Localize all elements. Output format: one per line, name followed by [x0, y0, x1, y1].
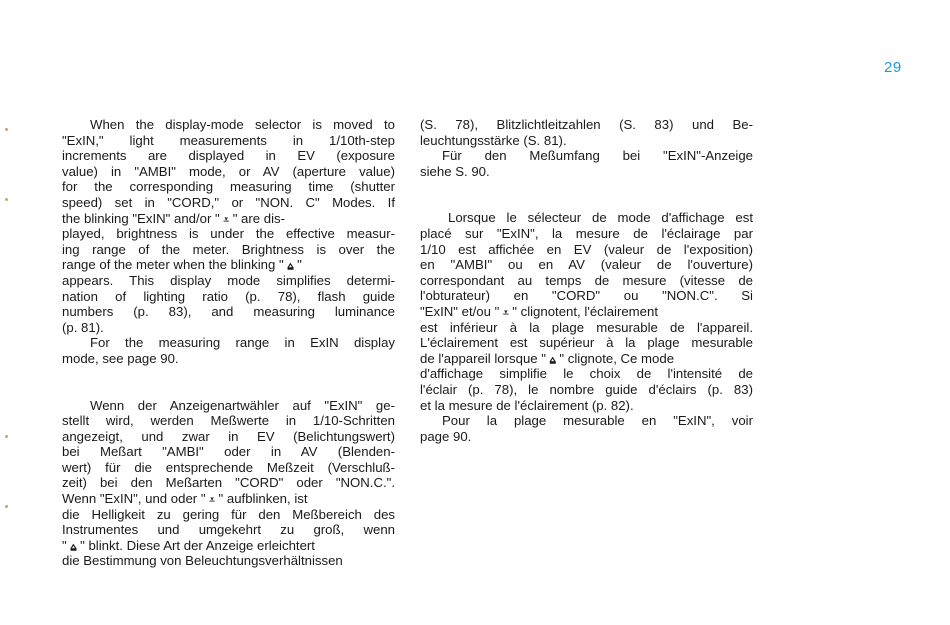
german-paragraph-2 — [420, 148, 753, 179]
text-line: bei Meßart "AMBI" oder in AV (Blenden- — [62, 444, 395, 460]
text-line: L'éclairement est supérieur à la plage mesurable — [420, 335, 753, 351]
german-continuation — [420, 117, 753, 148]
text-line: Für den Meßumfang bei "ExIN"-Anzeige — [442, 148, 753, 164]
text-fragment: " are dis- — [229, 210, 286, 226]
text-line: leuchtungsstärke (S. 81). — [420, 132, 567, 148]
english-paragraph-2 — [62, 335, 395, 366]
text-line: angezeigt, und zwar in EV (Belichtungswert) — [62, 428, 395, 444]
under-range-arrow-icon: ⩡ — [223, 214, 230, 226]
text-line: die Helligkeit zu gering für den Meßbereich des — [62, 506, 395, 522]
text-line: For the measuring range in ExIN display — [90, 335, 395, 351]
text-line: nation of lighting ratio (p. 78), flash guide — [62, 288, 395, 304]
text-line: 1/10 est affichée en EV (valeur de l'exposition) — [420, 241, 753, 257]
text-fragment: the blinking "ExIN" and/or " — [62, 210, 224, 226]
german-paragraph-1 — [62, 398, 395, 570]
text-line: played, brightness is under the effective measur- — [62, 226, 395, 242]
text-line: placé sur "ExIN", la mesure de l'éclairage par — [420, 225, 753, 241]
text-line — [420, 304, 753, 320]
text-line — [420, 351, 753, 367]
text-fragment: range of the meter when the blinking " — [62, 257, 288, 273]
under-range-arrow-icon: ⩡ — [209, 495, 215, 507]
over-range-arrow-icon: ⩠ — [287, 261, 294, 273]
text-line: siehe S. 90. — [420, 163, 490, 179]
margin-mark — [5, 128, 8, 131]
text-line: correspondant au temps de mesure (vitesse de — [420, 272, 753, 288]
text-line: increments are displayed in EV (exposure — [62, 148, 395, 164]
text-line: l'obturateur) en "CORD" ou "NON.C". Si — [420, 288, 753, 304]
text-line: ing range of the meter. Brightness is over the — [62, 241, 395, 257]
text-fragment: " clignote, Ce mode — [555, 350, 675, 366]
text-line — [62, 257, 395, 273]
margin-mark — [5, 505, 8, 508]
text-fragment: " — [293, 257, 302, 273]
text-line: Pour la plage mesurable en "ExIN", voir — [442, 413, 753, 429]
text-line: numbers (p. 83), and measuring luminance — [62, 304, 395, 320]
text-line: d'affichage simplifie le choix de l'intensité de — [420, 366, 753, 382]
text-fragment: "ExIN" et/ou " — [420, 303, 503, 319]
text-line: When the display-mode selector is moved to — [90, 117, 395, 132]
text-fragment: " clignotent, l'éclairement — [508, 303, 658, 319]
page-number: 29 — [884, 59, 902, 76]
french-paragraph-2 — [420, 413, 753, 444]
text-line: Lorsque le sélecteur de mode d'affichage est — [448, 210, 753, 226]
text-fragment: " — [62, 537, 71, 553]
french-paragraph-1 — [420, 210, 753, 413]
margin-mark — [5, 198, 8, 201]
text-line: stellt wird, werden Meßwerte in 1/10-Schritten — [62, 413, 395, 429]
margin-mark — [5, 435, 8, 438]
text-line: et la mesure de l'éclairement (p. 82). — [420, 397, 634, 413]
text-fragment: " blinkt. Diese Art der Anzeige erleichtert — [76, 537, 315, 553]
text-line: (S. 78), Blitzlichtleitzahlen (S. 83) und Be- — [420, 117, 753, 132]
text-line: zeit) bei den Meßarten "CORD" oder "NON.C.". — [62, 475, 395, 491]
text-line: appears. This display mode simplifies determi- — [62, 272, 395, 288]
spacer — [62, 367, 395, 398]
text-line: en "AMBI" ou en AV (valeur de l'ouverture) — [420, 257, 753, 273]
right-column — [420, 117, 753, 444]
text-line: speed) set in "CORD," or "NON. C" Modes. If — [62, 194, 395, 210]
text-line: page 90. — [420, 428, 472, 444]
text-line: Wenn der Anzeigenartwähler auf "ExIN" ge- — [90, 397, 395, 413]
text-line — [62, 538, 395, 554]
text-fragment: de l'appareil lorsque " — [420, 350, 550, 366]
text-line: (p. 81). — [62, 319, 104, 335]
left-column — [62, 117, 395, 569]
text-line: est inférieur à la plage mesurable de l'appareil. — [420, 319, 753, 335]
spacer — [420, 179, 753, 210]
text-line: value) in "AMBI" mode, or AV (aperture value) — [62, 163, 395, 179]
text-line: for the corresponding measuring time (shutter — [62, 179, 395, 195]
text-line: Instrumentes und umgekehrt zu groß, wenn — [62, 522, 395, 538]
over-range-arrow-icon: ⩠ — [70, 541, 77, 553]
under-range-arrow-icon: ⩡ — [502, 307, 509, 319]
text-line — [62, 211, 395, 227]
text-line: l'éclair (p. 78), le nombre guide d'éclairs (p. 83) — [420, 381, 753, 397]
text-line: "ExIN," light measurements in 1/10th-step — [62, 132, 395, 148]
text-line: die Bestimmung von Beleuchtungsverhältnissen — [62, 553, 343, 569]
text-fragment: Wenn "ExIN", und oder " — [62, 491, 210, 507]
text-line: wert) für die entsprechende Meßzeit (Verschluß- — [62, 459, 395, 475]
over-range-arrow-icon: ⩠ — [549, 354, 556, 366]
text-line — [62, 491, 395, 507]
english-paragraph-1 — [62, 117, 395, 335]
text-fragment: " aufblinken, ist — [214, 491, 308, 507]
text-line: mode, see page 90. — [62, 350, 179, 366]
